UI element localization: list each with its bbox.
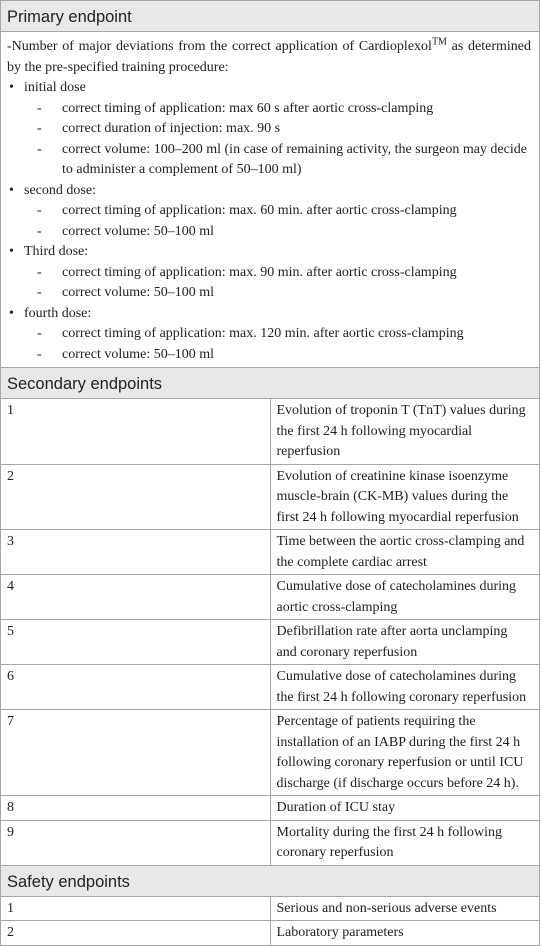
row-number: 8 <box>1 796 271 821</box>
row-number: 2 <box>1 921 271 946</box>
primary-endpoint-intro <box>7 37 531 78</box>
bullet-icon: • <box>9 182 14 198</box>
row-text: Duration of ICU stay <box>270 796 540 821</box>
intro-text-a: -Number of major deviations from the correct application of Cardioplexol <box>7 39 432 54</box>
dose-list <box>7 78 531 365</box>
safety-endpoint-row <box>1 921 540 946</box>
row-number: 3 <box>1 530 271 575</box>
secondary-endpoint-row <box>1 620 540 665</box>
criterion-item <box>24 324 531 345</box>
secondary-endpoint-row <box>1 796 540 821</box>
row-text: Cumulative dose of catecholamines during aortic cross-clamping <box>270 575 540 620</box>
row-text: Percentage of patients requiring the installation of an IABP during the first 24 h following coronary reperfusion or until ICU discharge (if discharge occurs before 24 h). <box>270 710 540 796</box>
secondary-endpoint-row <box>1 399 540 465</box>
dose-item <box>7 181 531 243</box>
criterion-text: correct timing of application: max. 120 min. after aortic cross-clamping <box>62 326 464 341</box>
safety-endpoints-header-row <box>1 865 540 896</box>
row-number: 9 <box>1 820 271 865</box>
primary-endpoint-cell <box>1 32 540 368</box>
criterion-text: correct timing of application: max. 90 min. after aortic cross-clamping <box>62 264 457 280</box>
criterion-item <box>24 99 531 120</box>
criteria-list <box>24 99 531 181</box>
criterion-item <box>24 345 531 366</box>
criterion-item <box>24 119 531 140</box>
row-text: Mortality during the first 24 h following coronary reperfusion <box>270 820 540 865</box>
primary-endpoint-row <box>1 32 540 368</box>
dose-label: Third dose: <box>24 244 89 259</box>
secondary-endpoint-row <box>1 530 540 575</box>
dash-icon: - <box>37 264 42 280</box>
trademark-superscript: TM <box>431 36 447 48</box>
criterion-text: correct timing of application: max 60 s after aortic cross-clamping <box>62 100 434 116</box>
row-number: 7 <box>1 710 271 796</box>
bullet-icon: • <box>9 80 14 95</box>
row-number: 5 <box>1 620 271 665</box>
dose-label: fourth dose: <box>24 305 92 321</box>
secondary-endpoint-row <box>1 665 540 710</box>
criterion-item <box>24 283 531 304</box>
bullet-icon: • <box>9 305 14 321</box>
secondary-endpoint-row <box>1 820 540 865</box>
dose-item <box>7 304 531 366</box>
secondary-endpoint-row <box>1 710 540 796</box>
criterion-text: correct timing of application: max. 60 min. after aortic cross-clamping <box>62 203 457 218</box>
dash-icon: - <box>37 141 42 157</box>
row-text: Evolution of creatinine kinase isoenzyme muscle-brain (CK-MB) values during the first 24 h following myocardial reperfusion <box>270 464 540 530</box>
criterion-item <box>24 140 531 181</box>
row-text: Serious and non-serious adverse events <box>270 896 540 921</box>
row-number: 1 <box>1 399 271 465</box>
safety-endpoint-row <box>1 896 540 921</box>
criterion-text: correct volume: 50–100 ml <box>62 223 215 239</box>
primary-endpoint-heading: Primary endpoint <box>1 1 540 32</box>
criteria-list <box>24 263 531 304</box>
dose-item <box>7 242 531 304</box>
dose-label: initial dose <box>24 80 86 95</box>
dash-icon: - <box>37 346 42 362</box>
row-text: Laboratory parameters <box>270 921 540 946</box>
dash-icon: - <box>37 223 42 239</box>
row-text: Evolution of troponin T (TnT) values during the first 24 h following myocardial reperfusion <box>270 399 540 465</box>
dash-icon: - <box>37 326 42 341</box>
row-text: Defibrillation rate after aorta unclamping and coronary reperfusion <box>270 620 540 665</box>
dash-icon: - <box>37 100 42 116</box>
secondary-endpoint-row <box>1 464 540 530</box>
row-text: Time between the aortic cross-clamping and the complete cardiac arrest <box>270 530 540 575</box>
criteria-list <box>24 201 531 242</box>
intro-text-b: as determined by the pre-specified training procedure: <box>7 39 531 75</box>
row-number: 1 <box>1 896 271 921</box>
row-number: 4 <box>1 575 271 620</box>
row-number: 2 <box>1 464 271 530</box>
criterion-item <box>24 222 531 243</box>
dose-label: second dose: <box>24 182 96 198</box>
secondary-endpoints-heading: Secondary endpoints <box>1 368 540 399</box>
criterion-text: correct volume: 50–100 ml <box>62 285 215 300</box>
criteria-list <box>24 324 531 365</box>
criterion-text: correct volume: 100–200 ml (in case of remaining activity, the surgeon may decide to administer a complement of 50–100 ml) <box>62 141 527 177</box>
secondary-endpoints-header-row <box>1 368 540 399</box>
dash-icon: - <box>37 203 42 218</box>
dose-item <box>7 78 531 181</box>
criterion-item <box>24 263 531 284</box>
secondary-endpoint-row <box>1 575 540 620</box>
row-text: Cumulative dose of catecholamines during the first 24 h following coronary reperfusion <box>270 665 540 710</box>
criterion-text: correct duration of injection: max. 90 s <box>62 121 281 136</box>
dash-icon: - <box>37 121 42 136</box>
safety-endpoints-heading: Safety endpoints <box>1 865 540 896</box>
primary-endpoint-header-row <box>1 1 540 32</box>
bullet-icon: • <box>9 244 14 259</box>
criterion-text: correct volume: 50–100 ml <box>62 346 215 362</box>
dash-icon: - <box>37 285 42 300</box>
row-number: 6 <box>1 665 271 710</box>
criterion-item <box>24 201 531 222</box>
